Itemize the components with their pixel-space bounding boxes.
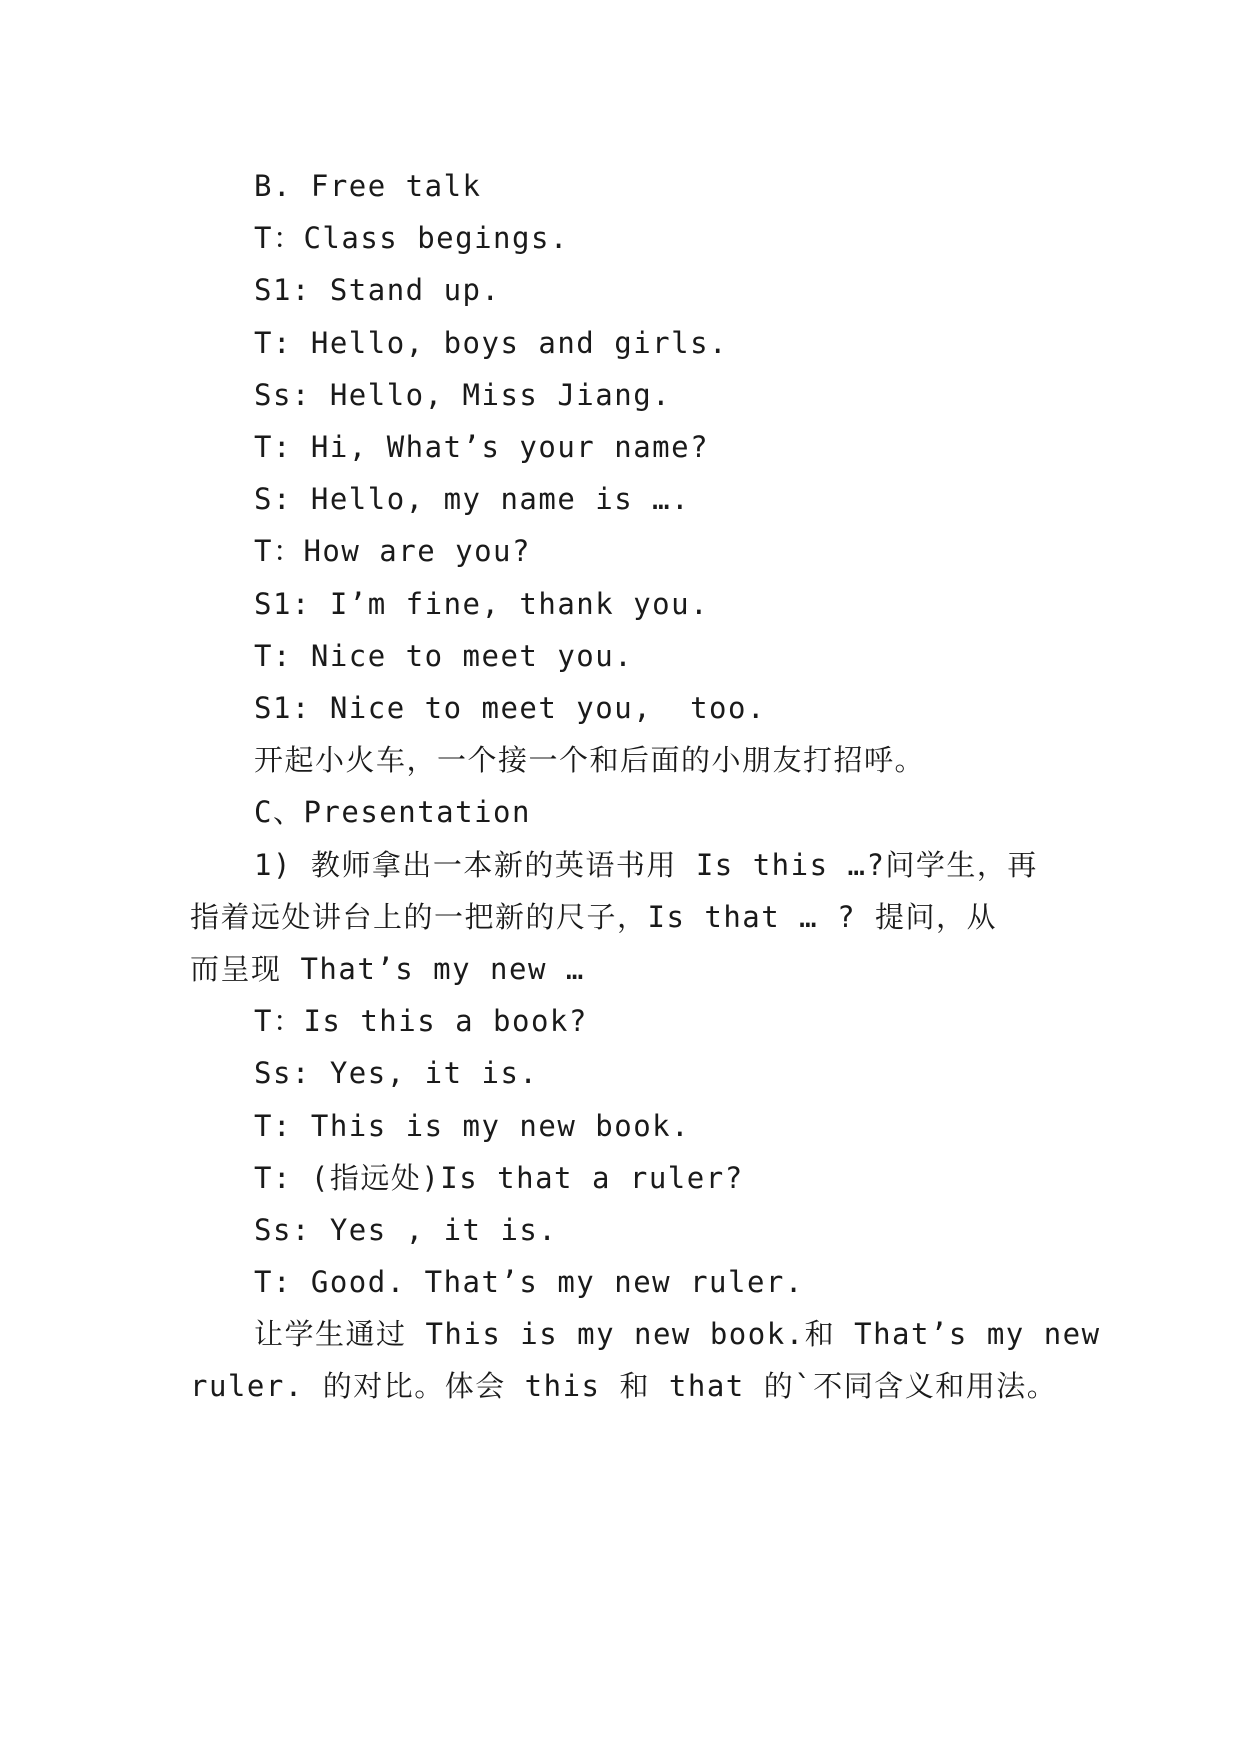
dialogue-line: S1: Stand up.: [254, 273, 501, 307]
dialogue-line: Ss: Hello, Miss Jiang.: [254, 378, 672, 412]
dialogue-line: T: Hello, boys and girls.: [254, 326, 728, 360]
dialogue-line: T: Hi, What’s your name?: [254, 430, 710, 464]
section-heading-presentation: C、Presentation: [254, 795, 531, 829]
dialogue-line: S: Hello, my name is ….: [254, 482, 691, 516]
dialogue-line: Ss: Yes, it is.: [254, 1056, 539, 1090]
step-paragraph-line: 指着远处讲台上的一把新的尺子，Is that … ? 提问，从: [190, 900, 998, 934]
dialogue-line: T：Class begings.: [254, 221, 569, 255]
step-paragraph-line: 而呈现 That’s my new …: [190, 952, 585, 986]
dialogue-line: T：How are you?: [254, 534, 531, 568]
dialogue-line: T: This is my new book.: [254, 1109, 691, 1143]
summary-paragraph-line: 让学生通过 This is my new book.和 That’s my new: [254, 1317, 1101, 1351]
dialogue-line: T: Good. That’s my new ruler.: [254, 1265, 804, 1299]
dialogue-line: Ss: Yes , it is.: [254, 1213, 558, 1247]
instruction-paragraph: 开起小火车，一个接一个和后面的小朋友打招呼。: [254, 743, 926, 777]
dialogue-line: S1: Nice to meet you, too.: [254, 691, 766, 725]
dialogue-line: T: Nice to meet you.: [254, 639, 634, 673]
step-paragraph-line: 1) 教师拿出一本新的英语书用 Is this …?问学生，再: [254, 848, 1038, 882]
dialogue-line: T：Is this a book?: [254, 1004, 588, 1038]
summary-paragraph-line: ruler. 的对比。体会 this 和 that 的`不同含义和用法。: [190, 1369, 1058, 1403]
dialogue-line: S1: I’m fine, thank you.: [254, 587, 710, 621]
section-heading-free-talk: B. Free talk: [254, 169, 482, 203]
dialogue-line: T: (指远处)Is that a ruler?: [254, 1161, 744, 1195]
